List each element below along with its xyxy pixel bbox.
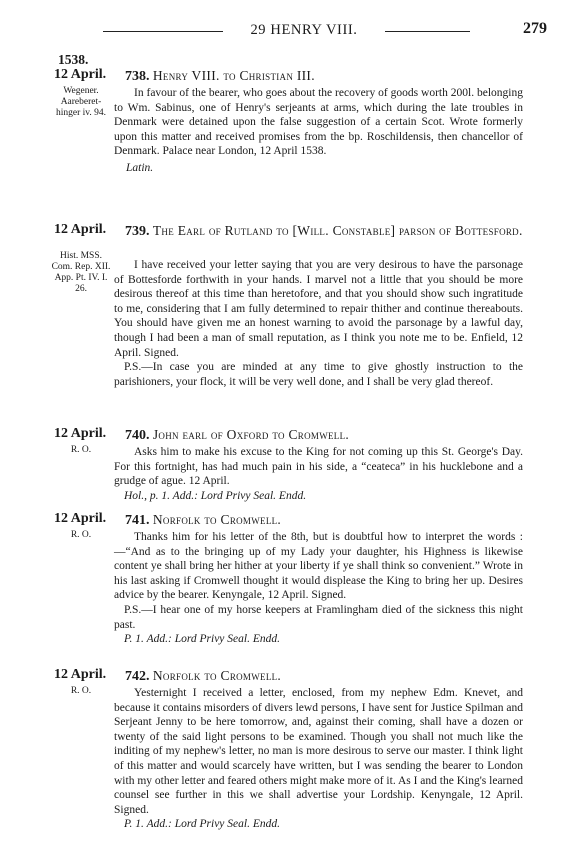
entry-heading (125, 667, 523, 685)
entry-date: 12 April. (54, 667, 107, 682)
entry-title: Norfolk to Cromwell. (152, 668, 282, 683)
source-reference: Wegener. Aareberet-hinger iv. 94. (55, 86, 107, 118)
entry-title: The Earl of Rutland (152, 223, 273, 238)
entry-heading (125, 67, 523, 85)
entry-postscript: P.S.—I hear one of my horse keepers at Framlingham died of the sickness this night past. (114, 603, 523, 631)
entry-paragraph: Asks him to make his excuse to the King for not coming up this St. George's Day. For this fortnight, has had much pain in his side, a “ceateca” in his hucklebone and a grudge of ague. 12 April. (114, 446, 523, 488)
entry-body (114, 258, 523, 389)
entry-heading (125, 511, 523, 529)
entry-paragraph: Thanks him for his letter of the 8th, but is doubtful how to interpret the words :—“And as to the bringing up of my Lady your daughter, his Highness is likewise content ye shall bring her hither at your liberty if ye shall think so convenient.” Wrote in his last asking if Cromwell thought it would displease the King to bring her up. Desires advice by the bearer. Kenyngale, 12 April. Signed. (114, 531, 523, 602)
entry-number: 742. (125, 669, 150, 684)
endorsement: Hol., p. 1. Add.: Lord Privy Seal. Endd. (124, 489, 307, 502)
entry-paragraph: Yesternight I received a letter, enclosed, from my nephew Edm. Knevet, and because it contains misorders of divers lewd persons, I have sent for Justice Spilman and Serjeant Jenny to be here tomorrow, and, against their coming, shall have a dozen or twenty of the said light persons to be examined. Though you shall not much like the inditing of my nephew's letter, no man is more desirous to serve our master. I think light of this matter and would scarcely have written, but I was sending the bearer to London with my other letter and feared others might make more of it. As I and the King's learned counsel see further in this we shall advertise your Lordship. Kenyngale, 12 April. Signed. (114, 687, 523, 816)
source-reference: R. O. (70, 530, 92, 540)
entry-paragraph: In favour of the bearer, who goes about the recovery of goods worth 200l. belonging to Wm. Sabinus, one of Henry's serjeants at arms, which during the late troubles in Denmark were detained upon the false suggestion of a certain Scot. Wrote formerly upon this matter and received promises from the bp. Roschildensis, then chancellor of Denmark. Palace near London, 12 April 1538. (114, 87, 523, 158)
source-reference: R. O. (70, 686, 92, 696)
entry-heading (125, 426, 523, 444)
endorsement: P. 1. Add.: Lord Privy Seal. Endd. (124, 818, 280, 831)
entry-number: 739. (125, 224, 150, 239)
header-rule-right (385, 31, 470, 32)
entry-body (114, 686, 523, 832)
entry-title-rest: to [Will. Constable] parson of Bottesford. (272, 223, 523, 238)
page-number: 279 (523, 20, 547, 37)
source-reference: R. O. (70, 445, 92, 455)
entry-number: 740. (125, 428, 150, 443)
language-note: Latin. (126, 161, 154, 174)
entry-title: Henry VIII. to Christian III. (152, 68, 315, 83)
endorsement: P. 1. Add.: Lord Privy Seal. Endd. (124, 633, 280, 646)
entry-heading (125, 222, 523, 240)
running-title: 29 HENRY VIII. (250, 22, 358, 38)
running-head (0, 20, 567, 42)
entry-postscript: P.S.—In case you are minded at any time to give ghostly instruction to the parishioners, your flock, it will be very well done, and I shall be very glad thereof. (114, 361, 523, 388)
entry-body (114, 86, 523, 176)
entry-title: John earl of Oxford to Cromwell. (152, 427, 350, 442)
entry-body (114, 530, 523, 647)
header-rule-left (103, 31, 223, 32)
entry-title: Norfolk to Cromwell. (152, 512, 282, 527)
entry-date: 12 April. (54, 222, 107, 237)
entry-body (114, 445, 523, 503)
entry-number: 741. (125, 513, 150, 528)
source-reference: Hist. MSS. Com. Rep. XII. App. Pt. IV. I. 26. (51, 251, 111, 294)
entry-number: 738. (125, 69, 150, 84)
year-marker: 1538. (58, 52, 89, 67)
entry-date: 12 April. (54, 426, 107, 441)
entry-date: 12 April. (54, 511, 107, 526)
entry-date: 12 April. (54, 67, 107, 82)
entry-paragraph: I have received your letter saying that you are very desirous to have the parsonage of Bottesforde forthwith in your hands. I marvel not a little that you should be more desirous thereof at this time than heretofore, and that you should show such ingratitude to me, considering that I am fully determined to repair thither and continue thereabouts. You should have given me an honest warning to avoid the parsonage by a lawful day, though I had been a man of small reputation, as I think you note me to be. Enfield, 12 April. Signed. (114, 259, 523, 359)
